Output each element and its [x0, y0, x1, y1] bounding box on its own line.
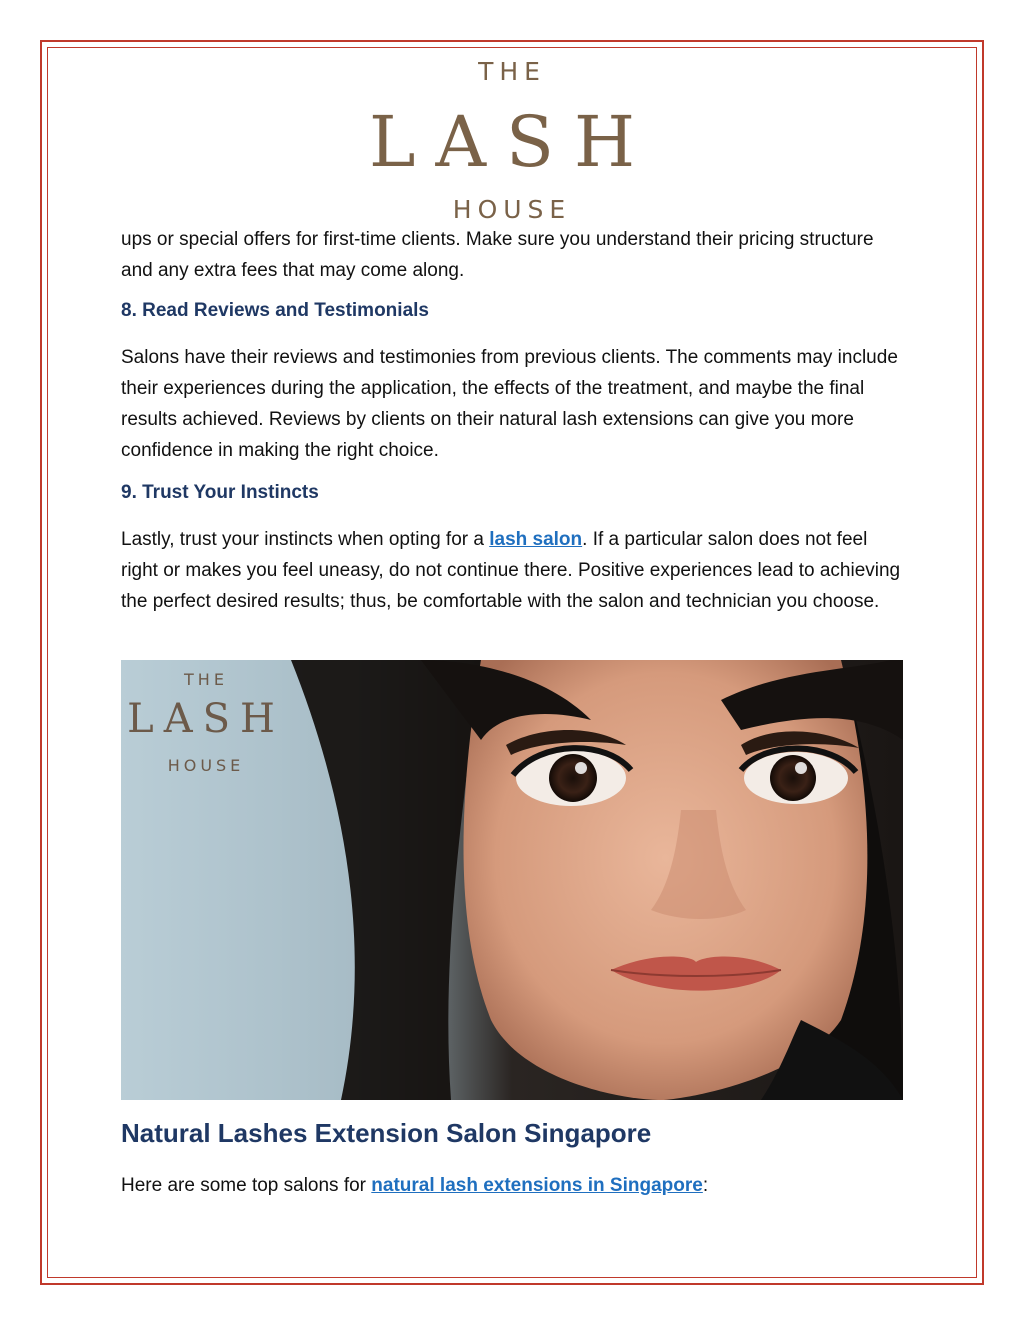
natural-lash-extensions-link[interactable]: natural lash extensions in Singapore — [371, 1175, 703, 1196]
section-9-text-after: . If a particular salon does not feel right or makes you feel uneasy, do not continue there. Positive experiences lead to achieving the perfect desired results; thus, be comfortable with the salon and technician you choose. — [121, 529, 901, 612]
logo-line-house: HOUSE — [452, 195, 572, 224]
section-8-paragraph: Salons have their reviews and testimonies from previous clients. The comments may include their experiences during the application, the effects of the treatment, and maybe the final results achieved. Reviews by clients on their natural lash extensions can give you more confidence in making the right choice. — [121, 347, 898, 461]
lash-salon-link[interactable]: lash salon — [489, 529, 583, 550]
logo-line-the: THE — [478, 57, 546, 86]
section-8-heading: 8. Read Reviews and Testimonials — [121, 300, 429, 321]
photo-logo-lash: LASH — [127, 696, 285, 742]
logo-line-lash: LASH — [368, 101, 656, 183]
intro-paragraph: ups or special offers for first-time clients. Make sure you understand their pricing structure and any extra fees that may come along. — [121, 229, 874, 281]
photo-logo-the: THE — [184, 670, 228, 689]
section-9-heading: 9. Trust Your Instincts — [121, 482, 319, 503]
hero-portrait-image — [121, 660, 903, 1100]
section-9-text-before: Lastly, trust your instincts when opting for a — [121, 529, 490, 550]
section-title: Natural Lashes Extension Salon Singapore — [121, 1118, 652, 1148]
photo-logo-house: HOUSE — [167, 756, 245, 775]
section-9-paragraph — [121, 524, 901, 617]
lash-house-logo — [362, 55, 662, 225]
closing-paragraph — [121, 1170, 901, 1201]
closing-text-before: Here are some top salons for — [121, 1175, 372, 1196]
closing-text-after: : — [702, 1175, 709, 1196]
